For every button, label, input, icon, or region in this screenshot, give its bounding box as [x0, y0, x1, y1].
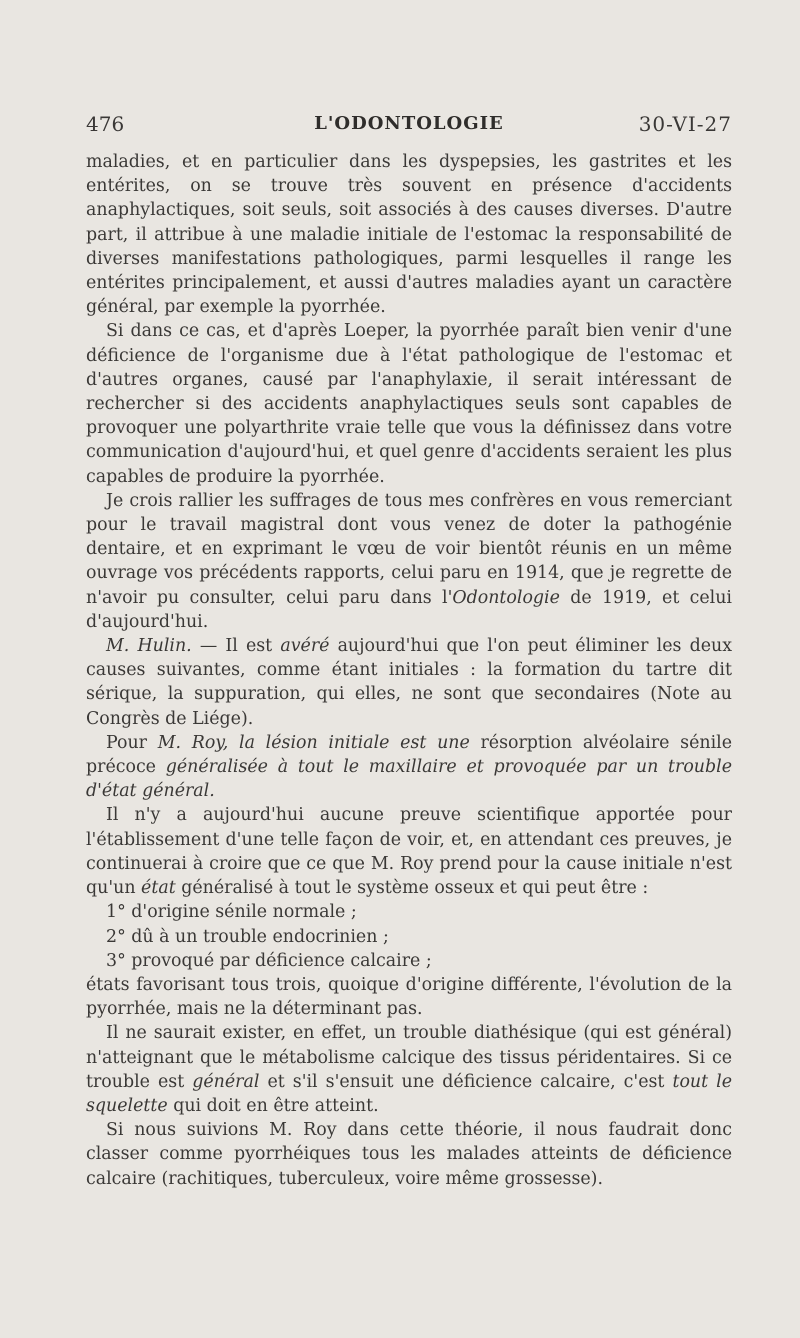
paragraph-5: Pour M. Roy, la lésion initiale est une résorption alvéolaire sénile précoce généralisée à tout le maxillaire et provoquée par un trouble d'état général. [86, 732, 732, 802]
list-item-1: 1° d'origine sénile normale ; [106, 902, 357, 923]
paragraph-8: Il ne saurait exister, en effet, un trouble diathésique (qui est général) n'atteignant que le métabolisme calcique des tissus péridentaires. Si ce trouble est général et s'il s'ensuit une déficience calcaire, c'est tout le squelette qui doit en être atteint. [86, 1023, 732, 1116]
paragraph-3: Je crois rallier les suffrages de tous mes confrères en vous remerciant pour le travail magistral dont vous venez de doter la pathogénie dentaire, et en exprimant le vœu de voir bientôt réunis en un même ouvrage vos précédents rapports, celui paru en 1914, que je regrette de n'avoir pu consulter, celui paru dans l'Odontologie de 1919, et celui d'aujourd'hui. [86, 490, 732, 632]
running-header [86, 112, 732, 142]
paragraph-9: Si nous suivions M. Roy dans cette théorie, il nous faudrait donc classer comme pyorrhéiques tous les malades atteints de déficience calcaire (rachitiques, tuberculeux, voire même grossesse). [86, 1120, 732, 1189]
paragraph-2: Si dans ce cas, et d'après Loeper, la pyorrhée paraît bien venir d'une déficience de l'organisme due à l'état pathologique de l'estomac et d'autres organes, causé par l'anaphylaxie, il serait intéressant de rechercher si des accidents anaphylactiques seuls sont capables de provoquer une polyarthrite vraie telle que vous la définissez dans votre communication d'aujourd'hui, et quel genre d'accidents seraient les plus capables de produire la pyorrhée. [86, 321, 732, 487]
journal-title: L'ODONTOLOGIE [314, 113, 504, 134]
list-item-3: 3° provoqué par déficience calcaire ; [106, 950, 432, 971]
issue-date: 30-VI-27 [638, 112, 732, 136]
paragraph-6: Il n'y a aujourd'hui aucune preuve scientifique apportée pour l'établissement d'une telle façon de voir, et, en attendant ces preuves, je continuerai à croire que ce que M. Roy prend pour la cause initiale n'est qu'un état généralisé à tout le système osseux et qui peut être : [86, 805, 732, 899]
paragraph-4: M. Hulin. — Il est avéré aujourd'hui que l'on peut éliminer les deux causes suivantes, comme étant initiales : la formation du tartre dit sérique, la suppuration, qui elles, ne sont que secondaires (Note au Congrès de Liége). [86, 636, 733, 729]
list-item-2: 2° dû à un trouble endocrinien ; [106, 926, 389, 947]
body-text [86, 150, 732, 1191]
paragraph-7: états favorisant tous trois, quoique d'origine différente, l'évolution de la pyorrhée, mais ne la déterminant pas. [86, 974, 732, 1020]
page-number: 476 [86, 112, 125, 136]
speaker-name: M. Hulin. [106, 636, 192, 657]
paragraph-1: maladies, et en particulier dans les dyspepsies, les gastrites et les entérites, on se trouve très souvent en présence d'accidents anaphylactiques, soit seuls, soit associés à des causes diverses. D'autre part, il attribue à une maladie initiale de l'estomac la responsabilité de diverses manifestations pathologiques, parmi lesquelles il range les entérites principalement, et aussi d'autres maladies ayant un caractère général, par exemple la pyorrhée. [86, 152, 732, 318]
